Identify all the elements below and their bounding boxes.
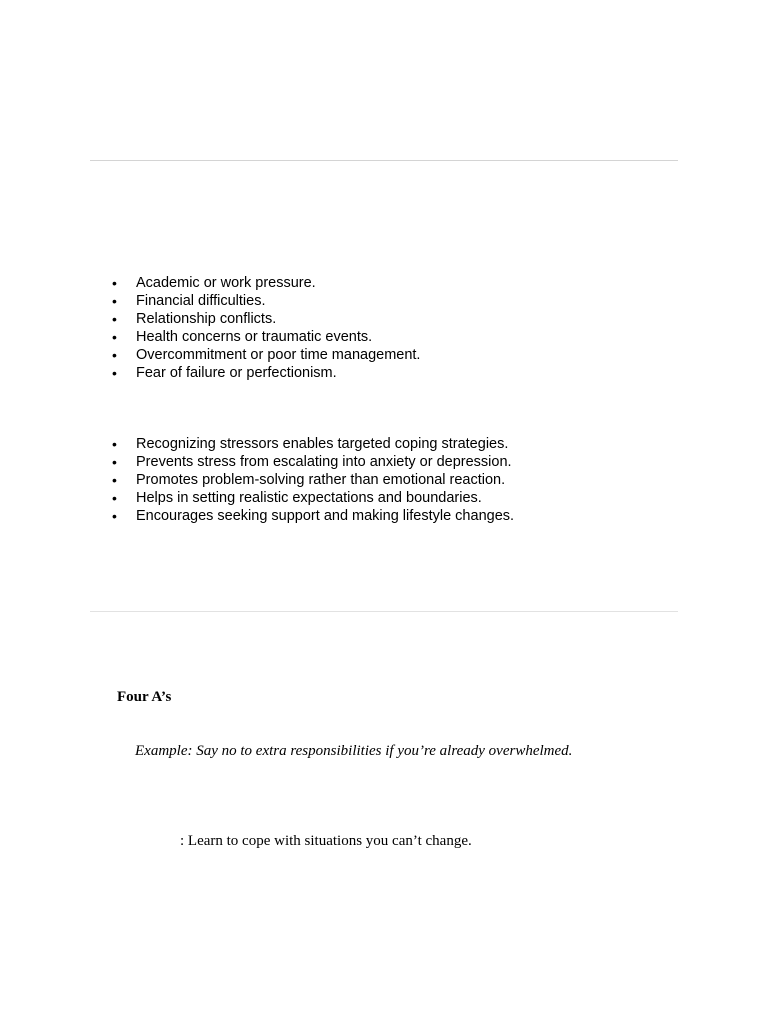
list-item: • Overcommitment or poor time management. — [112, 347, 420, 365]
list-item: • Fear of failure or perfectionism. — [112, 365, 420, 383]
list-item: • Encourages seeking support and making lifestyle changes. — [112, 508, 514, 526]
list-item: • Academic or work pressure. — [112, 275, 420, 293]
importance-list — [112, 436, 514, 526]
list-item: • Financial difficulties. — [112, 293, 420, 311]
list-item: • Relationship conflicts. — [112, 311, 420, 329]
example-text: Example: Say no to extra responsibilities if you’re already overwhelmed. — [135, 743, 573, 759]
list-item: • Health concerns or traumatic events. — [112, 329, 420, 347]
horizontal-divider — [90, 611, 678, 612]
list-item: • Helps in setting realistic expectations and boundaries. — [112, 490, 514, 508]
list-item: • Recognizing stressors enables targeted coping strategies. — [112, 436, 514, 454]
list-item: • Promotes problem-solving rather than emotional reaction. — [112, 472, 514, 490]
stressors-list — [112, 275, 420, 382]
accept-description: : Learn to cope with situations you can’t change. — [180, 833, 472, 849]
list-item: • Prevents stress from escalating into anxiety or depression. — [112, 454, 514, 472]
horizontal-divider — [90, 160, 678, 161]
four-as-heading: Four A’s — [117, 689, 172, 705]
